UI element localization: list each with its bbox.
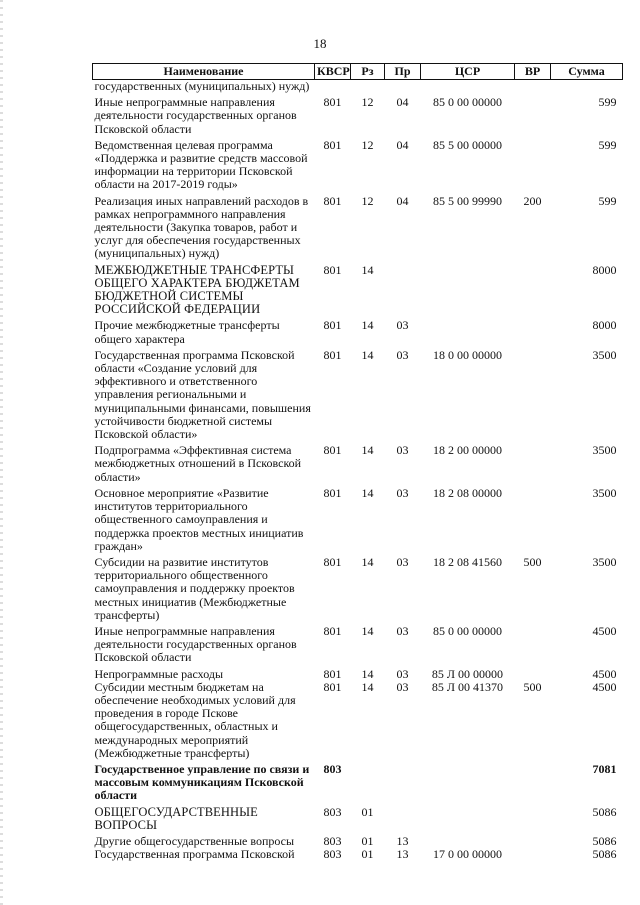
cell-rz: 01 <box>361 847 374 862</box>
cell-name: Прочие межбюджетные трансферты общего характера <box>94 318 280 346</box>
cell-kvsr: 801 <box>323 318 342 333</box>
cell-pr <box>385 760 421 803</box>
cell-kvsr: 803 <box>323 847 342 862</box>
cell-vr <box>515 261 551 317</box>
cell-sum: 7081 <box>592 761 617 776</box>
cell-pr: 04 <box>396 193 409 208</box>
cell-vr <box>515 832 551 848</box>
cell-vr <box>515 316 551 345</box>
table-row <box>93 553 623 622</box>
scan-edge <box>0 0 3 905</box>
cell-kvsr: 801 <box>323 443 342 458</box>
cell-name: МЕЖБЮДЖЕТНЫЕ ТРАНСФЕРТЫ ОБЩЕГО ХАРАКТЕРА БЮДЖЕТАМ БЮДЖЕТНОЙ СИСТЕМЫ РОССИЙСКОЙ ФЕДЕРАЦИИ <box>94 262 300 317</box>
cell-sum: 4500 <box>592 666 617 681</box>
cell-kvsr: 801 <box>323 137 342 152</box>
table-row <box>93 848 623 861</box>
cell-csr: 18 2 08 00000 <box>433 485 502 500</box>
table-row <box>93 346 623 441</box>
cell-name: Государственная программа Псковской области «Создание условий для эффективного и ответственного управления региональными и муниципальными финансами, повышения устойчивости бюджетной системы Псковской области» <box>94 347 311 442</box>
cell-name: Ведомственная целевая программа «Поддержка и развитие средств массовой информации на территории Псковской области на 2017-2019 годы» <box>94 137 308 192</box>
cell-pr: 03 <box>396 318 409 333</box>
cell-vr <box>515 80 551 94</box>
table-row <box>93 261 623 317</box>
cell-kvsr: 801 <box>323 679 342 694</box>
header-rz: Рз <box>351 64 385 80</box>
cell-csr: 18 0 00 00000 <box>433 347 502 362</box>
cell-sum: 3500 <box>592 554 617 569</box>
cell-sum: 5086 <box>592 804 617 819</box>
table-row <box>93 136 623 192</box>
cell-csr: 85 0 00 00000 <box>433 95 502 110</box>
cell-pr: 03 <box>396 443 409 458</box>
cell-sum: 8000 <box>592 262 617 277</box>
cell-csr: 18 2 00 00000 <box>433 443 502 458</box>
cell-pr: 03 <box>396 485 409 500</box>
table-row <box>93 441 623 484</box>
cell-vr <box>515 441 551 484</box>
cell-pr: 13 <box>396 833 409 848</box>
cell-sum: 5086 <box>592 833 617 848</box>
cell-kvsr: 801 <box>323 623 342 638</box>
cell-rz: 14 <box>361 262 374 277</box>
cell-csr: 18 2 08 41560 <box>433 554 502 569</box>
table-body <box>93 80 623 862</box>
cell-pr <box>385 261 421 317</box>
cell-rz <box>351 80 385 94</box>
cell-rz: 12 <box>361 137 374 152</box>
cell-sum <box>551 80 623 94</box>
cell-sum: 3500 <box>592 347 617 362</box>
cell-sum: 599 <box>598 193 617 208</box>
cell-vr <box>515 484 551 553</box>
cell-rz: 01 <box>361 833 374 848</box>
cell-name: Подпрограмма «Эффективная система межбюджетных отношений в Псковской области» <box>94 443 302 484</box>
cell-csr <box>421 803 515 832</box>
cell-kvsr: 801 <box>323 95 342 110</box>
cell-vr <box>515 93 551 136</box>
cell-kvsr: 801 <box>323 666 342 681</box>
cell-csr: 85 0 00 00000 <box>433 623 502 638</box>
cell-sum: 3500 <box>592 485 617 500</box>
header-name: Наименование <box>93 64 315 80</box>
cell-vr <box>515 136 551 192</box>
cell-pr: 03 <box>396 666 409 681</box>
cell-csr <box>421 316 515 345</box>
cell-vr <box>515 760 551 803</box>
cell-kvsr: 801 <box>323 347 342 362</box>
cell-rz <box>351 760 385 803</box>
cell-rz: 12 <box>361 193 374 208</box>
cell-kvsr: 801 <box>323 554 342 569</box>
page-number: 18 <box>313 36 327 51</box>
cell-csr <box>421 261 515 317</box>
cell-sum: 599 <box>598 95 617 110</box>
cell-sum: 8000 <box>592 318 617 333</box>
cell-sum: 4500 <box>592 623 617 638</box>
cell-name: Непрограммные расходы <box>94 666 224 681</box>
cell-pr <box>385 80 421 94</box>
cell-kvsr: 803 <box>323 761 342 776</box>
cell-kvsr: 803 <box>323 804 342 819</box>
header-kvsr: КВСР <box>315 64 351 80</box>
table-row <box>93 192 623 261</box>
cell-csr: 85 5 00 00000 <box>433 137 502 152</box>
cell-pr: 04 <box>396 137 409 152</box>
cell-sum: 5086 <box>592 847 617 862</box>
cell-rz: 14 <box>361 318 374 333</box>
cell-vr <box>515 803 551 832</box>
cell-name: государственных (муниципальных) нужд) <box>94 79 310 93</box>
cell-rz: 14 <box>361 347 374 362</box>
cell-name: Субсидии местным бюджетам на обеспечение необходимых условий для проведения в городе Пскове общегосударственных, областных и международных мероприятий (Межбюджетные трансферты) <box>94 679 296 760</box>
cell-csr: 85 5 00 99990 <box>433 193 502 208</box>
cell-kvsr <box>315 80 351 94</box>
cell-rz: 14 <box>361 666 374 681</box>
cell-rz: 14 <box>361 623 374 638</box>
cell-rz: 14 <box>361 443 374 458</box>
cell-csr <box>421 760 515 803</box>
table-row <box>93 484 623 553</box>
cell-kvsr: 803 <box>323 833 342 848</box>
table-row <box>93 93 623 136</box>
cell-name: Иные непрограммные направления деятельности государственных органов Псковской области <box>94 95 297 136</box>
table-row <box>93 803 623 832</box>
cell-name: Государственная программа Псковской <box>94 847 295 862</box>
header-row <box>93 64 623 80</box>
table-row <box>93 832 623 848</box>
table-row <box>93 681 623 760</box>
cell-name: Субсидии на развитие институтов территориального общественного самоуправления и поддержку проектов местных инициатив (Межбюджетные трансферты) <box>94 554 295 622</box>
cell-pr: 03 <box>396 554 409 569</box>
cell-name: Государственное управление по связи и массовым коммуникациям Псковской области <box>94 761 310 803</box>
cell-csr <box>421 80 515 94</box>
cell-name: ОБЩЕГОСУДАРСТВЕННЫЕ ВОПРОСЫ <box>94 804 258 832</box>
cell-rz: 12 <box>361 95 374 110</box>
cell-rz: 14 <box>361 554 374 569</box>
cell-sum: 3500 <box>592 443 617 458</box>
cell-vr <box>515 622 551 665</box>
cell-kvsr: 801 <box>323 193 342 208</box>
cell-csr <box>421 832 515 848</box>
cell-vr: 500 <box>523 554 542 569</box>
table-row <box>93 760 623 803</box>
header-sum: Сумма <box>551 64 623 80</box>
cell-vr: 200 <box>523 193 542 208</box>
table-row <box>93 80 623 94</box>
cell-vr <box>515 848 551 861</box>
cell-name: Основное мероприятие «Развитие институтов территориального общественного самоуправления и поддержка проектов местных инициатив граждан» <box>94 485 304 553</box>
cell-csr: 85 Л 00 00000 <box>431 666 504 681</box>
cell-name: Другие общегосударственные вопросы <box>94 833 295 848</box>
cell-kvsr: 801 <box>323 262 342 277</box>
table-row <box>93 665 623 681</box>
cell-vr: 500 <box>523 679 542 694</box>
cell-vr <box>515 665 551 681</box>
cell-vr <box>515 346 551 441</box>
header-csr: ЦСР <box>421 64 515 80</box>
cell-csr: 85 Л 00 41370 <box>431 679 504 694</box>
cell-sum: 599 <box>598 137 617 152</box>
cell-rz: 14 <box>361 679 374 694</box>
table-row <box>93 622 623 665</box>
header-vr: ВР <box>515 64 551 80</box>
cell-name: Реализация иных направлений расходов в рамках непрограммного направления деятельности (Закупка товаров, работ и услуг для обеспечения государственных (муниципальных) нужд) <box>94 193 309 261</box>
cell-pr: 04 <box>396 95 409 110</box>
cell-pr <box>385 803 421 832</box>
header-pr: Пр <box>385 64 421 80</box>
budget-table <box>92 63 623 861</box>
cell-rz: 14 <box>361 485 374 500</box>
cell-rz: 01 <box>361 804 374 819</box>
cell-pr: 13 <box>396 847 409 862</box>
cell-kvsr: 801 <box>323 485 342 500</box>
cell-pr: 03 <box>396 347 409 362</box>
cell-pr: 03 <box>396 679 409 694</box>
cell-sum: 4500 <box>592 679 617 694</box>
cell-pr: 03 <box>396 623 409 638</box>
cell-csr: 17 0 00 00000 <box>433 847 502 862</box>
cell-name: Иные непрограммные направления деятельности государственных органов Псковской области <box>94 623 297 665</box>
table-row <box>93 316 623 345</box>
